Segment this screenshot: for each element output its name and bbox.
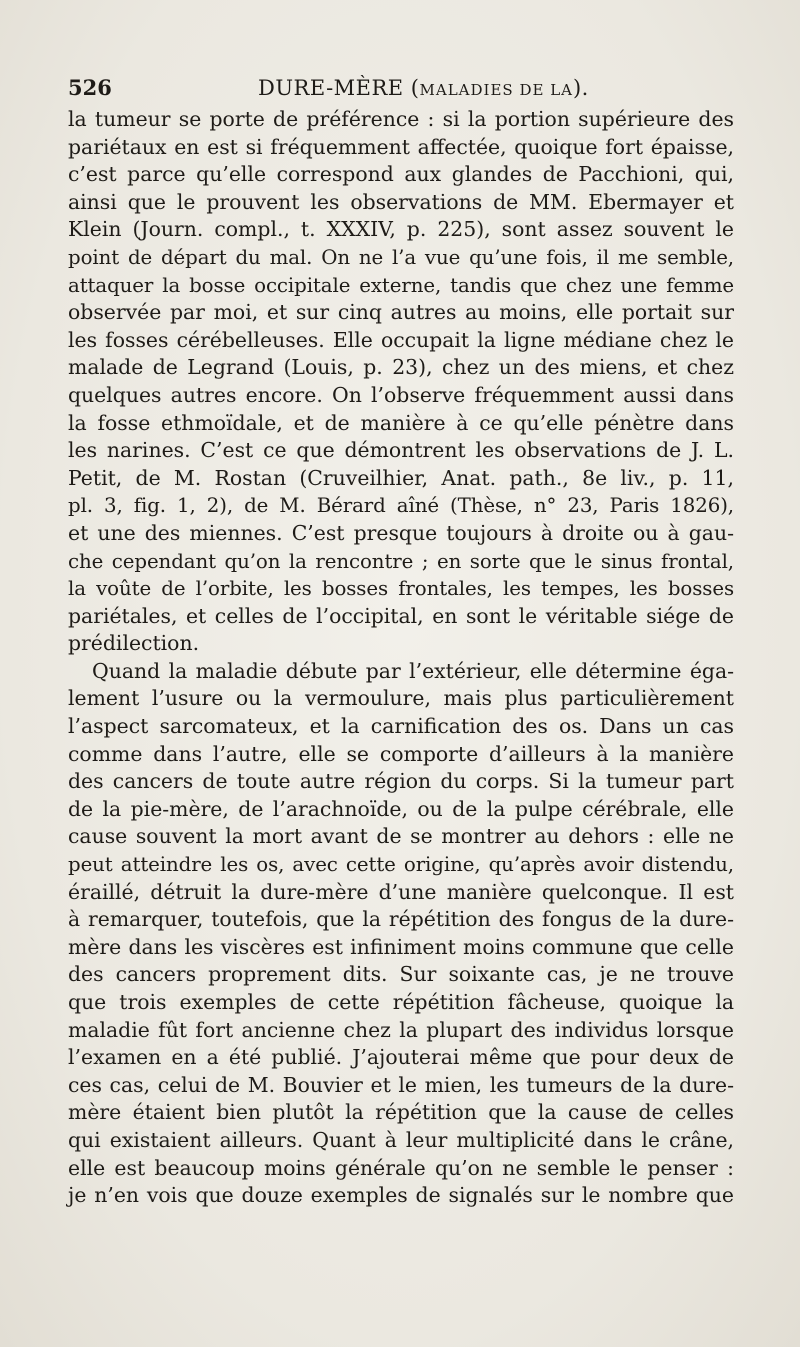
text-line: mère dans les viscères est infiniment moins commune que celle	[68, 934, 734, 959]
text-line: je n’en vois que douze exemples de signalés sur le nombre que	[68, 1183, 734, 1208]
text-line: que trois exemples de cette répétition fâcheuse, quoique la	[68, 990, 734, 1014]
text-line: à remarquer, toutefois, que la répétition des fongus de la dure-	[68, 907, 734, 932]
text-line: la tumeur se porte de préférence : si la portion supérieure des	[68, 107, 734, 131]
body-text	[68, 106, 734, 1210]
text-line: quelques autres encore. On l’observe fréquemment aussi dans	[68, 382, 734, 407]
text-line: qui existaient ailleurs. Quant à leur multiplicité dans le crâne,	[68, 1127, 734, 1152]
text-line: l’aspect sarcomateux, et la carnification des os. Dans un cas	[68, 714, 734, 739]
text-line: éraillé, détruit la dure-mère d’une manière quelconque. Il est	[68, 879, 734, 904]
paragraph-end-line: prédilection.	[68, 631, 200, 656]
text-line: l’examen en a été publié. J’ajouterai même que pour deux de	[68, 1045, 734, 1070]
text-line: les fosses cérébelleuses. Elle occupait la ligne médiane chez le	[68, 327, 734, 352]
text-line: ces cas, celui de M. Bouvier et le mien, les tumeurs de la dure-	[68, 1072, 734, 1097]
text-line: et une des miennes. C’est presque toujours à droite ou à gau-	[68, 520, 734, 545]
text-line: Petit, de M. Rostan (Cruveilhier, Anat. path., 8e liv., p. 11,	[68, 465, 734, 490]
text-line: la voûte de l’orbite, les bosses frontales, les tempes, les bosses	[68, 577, 734, 601]
text-line: la fosse ethmoïdale, et de manière à ce qu’elle pénètre dans	[68, 410, 734, 435]
text-line: les narines. C’est ce que démontrent les observations de J. L.	[68, 438, 734, 463]
text-line: peut atteindre les os, avec cette origine, qu’après avoir distendu,	[68, 853, 734, 877]
text-line: Klein (Journ. compl., t. XXXIV, p. 225), sont assez souvent le	[68, 217, 734, 242]
text-line: observée par moi, et sur cinq autres au moins, elle portait sur	[68, 300, 734, 325]
page-number: 526	[68, 75, 112, 100]
text-line: che cependant qu’on la rencontre ; en sorte que le sinus frontal,	[68, 549, 734, 573]
running-title-main: DURE-MÈRE (	[258, 76, 420, 100]
text-line: pariétaux en est si fréquemment affectée, quoique fort épaisse,	[68, 134, 734, 159]
text-line: cause souvent la mort avant de se montrer au dehors : elle ne	[68, 824, 734, 849]
page-header	[68, 70, 734, 106]
running-title-smallcaps: MALADIES DE LA	[419, 81, 573, 99]
text-line: des cancers proprement dits. Sur soixante cas, je ne trouve	[68, 962, 734, 987]
text-line: des cancers de toute autre région du corps. Si la tumeur part	[68, 769, 734, 794]
running-title-end: ).	[572, 76, 589, 100]
text-line: maladie fût fort ancienne chez la plupart des individus lorsque	[68, 1017, 734, 1042]
text-line: ainsi que le prouvent les observations de MM. Ebermayer et	[68, 189, 734, 214]
text-line: elle est beaucoup moins générale qu’on ne semble le penser :	[68, 1155, 734, 1180]
text-line: malade de Legrand (Louis, p. 23), chez un des miens, et chez	[68, 355, 734, 380]
text-line: pl. 3, fig. 1, 2), de M. Bérard aîné (Thèse, n° 23, Paris 1826),	[68, 494, 734, 518]
text-line: lement l’usure ou la vermoulure, mais plus particulièrement	[68, 686, 734, 711]
text-line: attaquer la bosse occipitale externe, tandis que chez une femme	[68, 273, 734, 297]
text-line: pariétales, et celles de l’occipital, en sont le véritable siége de	[68, 603, 734, 628]
running-title	[258, 70, 589, 108]
text-line: c’est parce qu’elle correspond aux glandes de Pacchioni, qui,	[68, 162, 734, 187]
paragraph-start-line: Quand la maladie débute par l’extérieur, elle détermine éga-	[92, 658, 734, 683]
text-line: de la pie-mère, de l’arachnoïde, ou de la pulpe cérébrale, elle	[68, 796, 734, 821]
text-line: point de départ du mal. On ne l’a vue qu’une fois, il me semble,	[68, 245, 734, 269]
text-line: comme dans l’autre, elle se comporte d’ailleurs à la manière	[68, 741, 734, 766]
text-line: mère étaient bien plutôt la répétition que la cause de celles	[68, 1100, 734, 1125]
